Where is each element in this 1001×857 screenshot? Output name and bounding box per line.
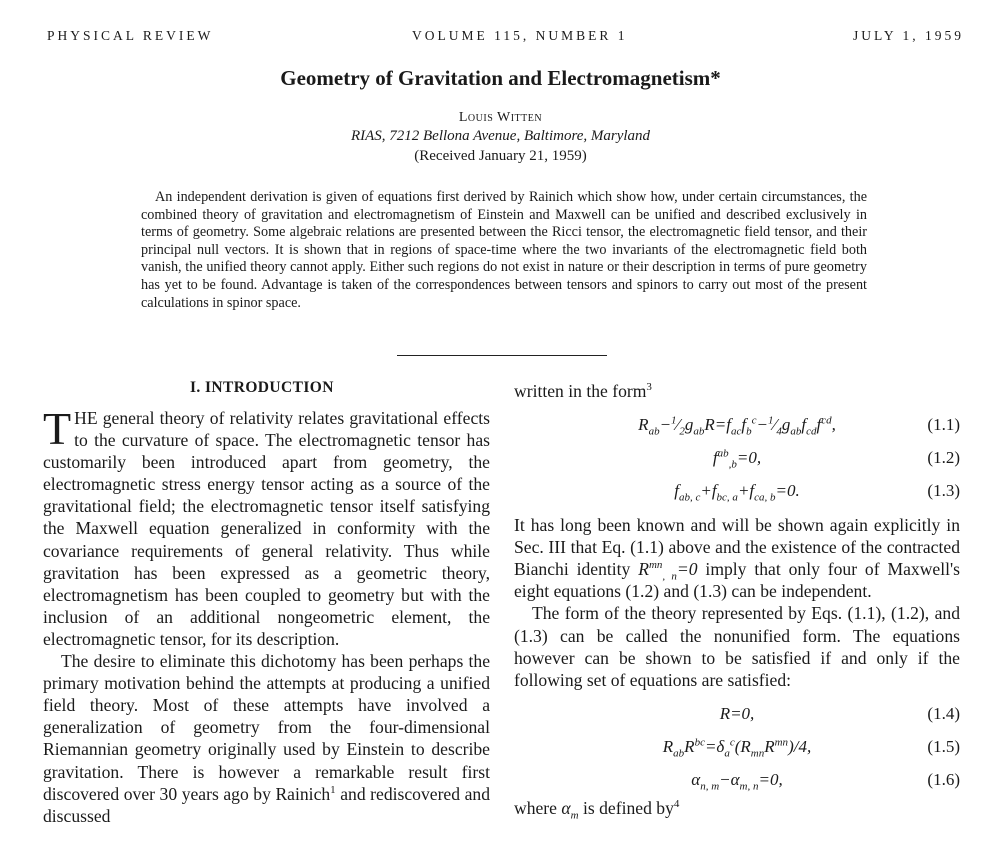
issue-date: JULY 1, 1959 bbox=[852, 28, 964, 43]
footnote-ref-4[interactable]: 4 bbox=[673, 797, 680, 810]
equation-1-3 bbox=[514, 475, 960, 508]
equation-1-3-math: $f_{ab, c}+f_{bc, a}+f_{ca, b}=0$. bbox=[674, 481, 800, 504]
author-affiliation: RIAS, 7212 Bellona Avenue, Baltimore, Maryland bbox=[350, 128, 651, 144]
alpha-symbol: $\alpha_m$ bbox=[561, 797, 579, 822]
equation-1-2 bbox=[514, 442, 960, 475]
footnote-ref-1[interactable]: 1 bbox=[330, 783, 336, 796]
equation-1-5-number: (1.5) bbox=[927, 736, 960, 756]
intro-paragraph-2: The desire to eliminate this dichotomy has been perhaps the primary motivation behind the attempts at producing a unified field theory. Most of these attempts have involved a generalization of geometry from the four-dimensional Riemannian geometry originally used by Einstein to describe gravitation. There is however a remarkable result first discovered over 30 years ago by Rainich$^1$ and rediscovered and discussed bbox=[43, 651, 490, 826]
equation-1-3-number: (1.3) bbox=[927, 481, 960, 501]
equation-1-4 bbox=[514, 698, 960, 731]
section-heading: I. INTRODUCTION bbox=[190, 379, 334, 396]
right-paragraph-1: It has long been known and will be shown again explicitly in Sec. III that Eq. (1.1) above and the existence of the contracted Bianchi identity $R^{mn}_{, n}=0$ imply that only four of Maxwell's eight equations (1.2) and (1.3) can be independent. bbox=[514, 515, 960, 602]
equation-1-4-math: R=0, bbox=[719, 703, 755, 723]
equation-lead-in: written in the form$^3$ bbox=[514, 381, 652, 401]
equation-1-2-number: (1.2) bbox=[927, 448, 960, 468]
equation-1-6 bbox=[514, 764, 960, 797]
equation-1-1-number: (1.1) bbox=[927, 415, 960, 435]
equation-1-5 bbox=[514, 731, 960, 764]
bianchi-identity-math: $R^{mn}_{, n}=0$ bbox=[638, 559, 698, 583]
footnote-ref-3[interactable]: 3 bbox=[646, 381, 652, 394]
intro-paragraph-1 bbox=[43, 403, 490, 650]
paper-title: Geometry of Gravitation and Electromagnetism* bbox=[280, 66, 721, 90]
intro-paragraph-1-text: HE general theory of relativity relates gravitational effects to the curvature of space. The electromagnetic tensor has customarily been introduced apart from geometry, the electromagnetic stress energy tensor acting as a source of the gravitational field; the electromagnetic tensor itself satisfying the Maxwell equation generalized in conformity with the covariance requirements of general relativity. Thus while gravitation has been expressed as a geometric theory, electromagnetism has been coupled to geometry but with the inclusion of an additional nongeometric element, the electromagnetic tensor, for its description. bbox=[43, 408, 490, 649]
right-paragraph-2: The form of the theory represented by Eqs. (1.1), (1.2), and (1.3) can be called the nonunified form. The equations however can be shown to be satisfied if and only if the following set of equations are satisfied: bbox=[514, 603, 960, 690]
author-name: Louis Witten bbox=[458, 110, 543, 125]
received-date: (Received January 21, 1959) bbox=[414, 148, 587, 164]
left-column bbox=[43, 403, 490, 827]
journal-name: PHYSICAL REVIEW bbox=[47, 28, 214, 43]
equation-1-2-math: $f^{ab}_{,b}=0$, bbox=[712, 447, 762, 471]
equation-1-5-math: $R_{ab}R^{bc}=\delta_a^c(R_{mn}R^{mn})/4$, bbox=[662, 736, 812, 760]
right-paragraph-tail: where $\alpha_m$ is defined $by^4$ bbox=[514, 797, 680, 822]
right-column bbox=[514, 380, 960, 822]
section-divider bbox=[397, 355, 607, 356]
volume-number: VOLUME 115, NUMBER 1 bbox=[412, 28, 628, 43]
equation-1-1-math: $R_{ab}-^1⁄_2g_{ab}R=f_{ac}f_b^c-^1⁄_4g_{ab}f_{cd}f^{cd}$, bbox=[638, 414, 836, 438]
abstract: An independent derivation is given of equations first derived by Rainich which show how, under certain circumstances, the combined theory of gravitation and electromagnetism of Einstein and Maxwell can be unified and described exclusively in terms of geometry. Some algebraic relations are presented between the Ricci tensor, the electromagnetic field tensor, and their principal null vectors. It is shown that in regions of space-time where the two invariants of the electromagnetic field both vanish, the unified theory cannot apply. Either such regions do not exist in nature or their description in terms of pure geometry has yet to be found. Advantage is taken of the correspondences between tensors and spinors to carry out most of the present calculations in spinor space. bbox=[141, 189, 867, 311]
equation-1-6-math: $\alpha_{n, m}-\alpha_{m, n}=0$, bbox=[691, 769, 783, 793]
drop-cap: T bbox=[43, 403, 72, 454]
equation-1-1 bbox=[514, 409, 960, 442]
equation-1-4-number: (1.4) bbox=[927, 703, 960, 723]
equation-1-6-number: (1.6) bbox=[927, 769, 960, 789]
